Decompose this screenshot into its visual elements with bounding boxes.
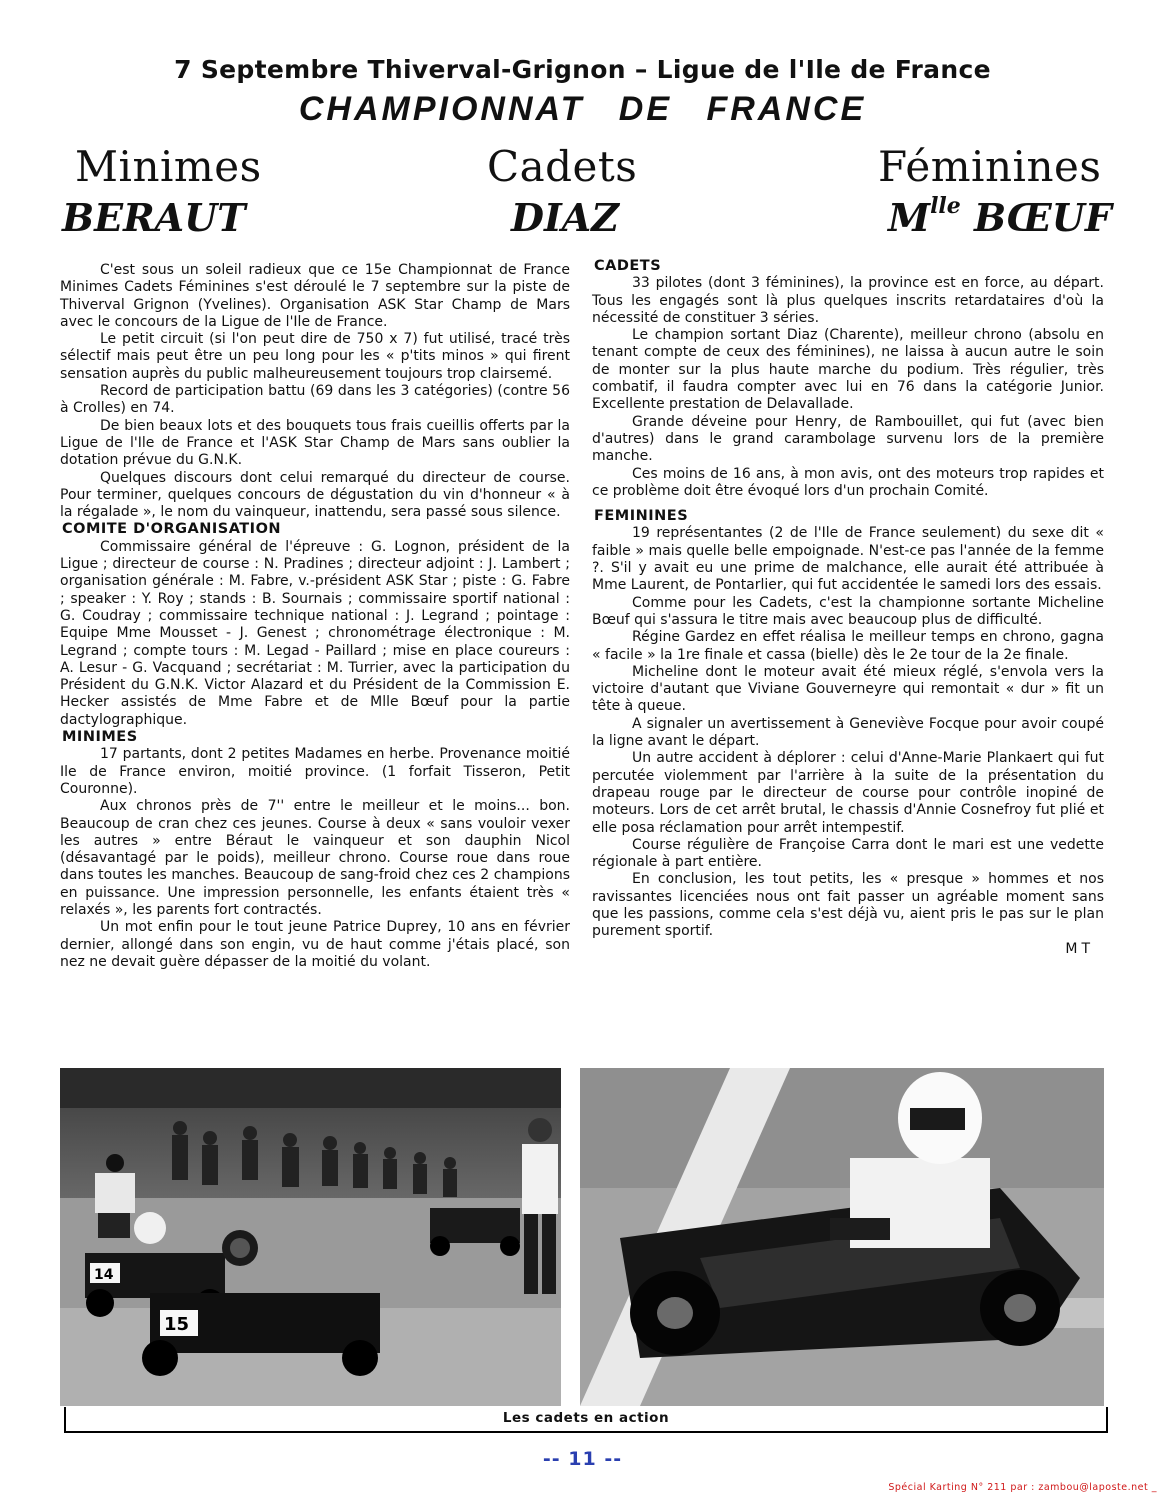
- section-heading-cadets: CADETS: [594, 258, 662, 274]
- photo-cadets-paddock-image: [60, 1068, 561, 1406]
- paragraph: A signaler un avertissement à Geneviève Focque pour avoir coupé la ligne avant le départ.: [592, 715, 1104, 750]
- category-cadets: Cadets: [487, 142, 638, 191]
- kart-number-15: 15: [164, 1314, 190, 1335]
- championship-title: CHAMPIONNAT DE FRANCE: [298, 90, 867, 128]
- winner-minimes: BERAUT: [62, 195, 246, 240]
- paragraph: Commissaire général de l'épreuve : G. Lognon, président de la Ligue ; directeur de course : N. Pradines ; directeur adjoint : J. Lambert ; organisation générale : M. Fabre, v.-président ASK Star ; piste : G. Fabre ; speaker : Y. Roy ; stands : B. Sournais ; commissaire sportif national : G. Coudray ; commissaire technique national : J. Legrand ; pointage : Equipe Mme Mousset - J. Genest ; chronométrage électronique : M. Legrand ; compte tours : M. Legad - Paillard ; mise en place coureurs : A. Lesur - G. Vacquand ; secrétariat : M. Turrier, avec la participation du Président du G.N.K. Victor Alazard et du Président de la Commission E. Hecker assistés de Mme Fabre et de Mlle Bœuf pour la partie dactylographique.: [60, 538, 570, 728]
- section-heading-feminines: FEMININES: [594, 508, 689, 525]
- section-heading-minimes: MINIMES: [62, 729, 138, 746]
- category-feminines: Féminines: [878, 142, 1102, 191]
- category-minimes: Minimes: [75, 142, 262, 191]
- paragraph: Comme pour les Cadets, c'est la championne sortante Micheline Bœuf qui s'assura le titre mais avec beaucoup plus de difficulté.: [592, 594, 1104, 628]
- signature: MT: [1065, 940, 1094, 957]
- photo-cadet-racing-image: [580, 1068, 1104, 1406]
- paragraph: Régine Gardez en effet réalisa le meilleur temps en chrono, gagna « facile » la 1re finale et cassa (bielle) dès le 2e tour de la 2e finale.: [592, 629, 1104, 663]
- paragraph: Le petit circuit (si l'on peut dire de 750 x 7) fut utilisé, tracé très sélectif mais peut être un peu long pour les « p'tits minos » qui firent sensation auprès du public malheureusement toujours trop clairsemé.: [60, 331, 570, 382]
- caption-frame: [64, 1407, 1108, 1433]
- page-number: -- 11 --: [542, 1448, 623, 1470]
- left-column: [60, 262, 570, 971]
- winner-feminines: [888, 195, 1112, 240]
- paragraph: Micheline dont le moteur avait été mieux réglé, s'envola vers la victoire d'autant que Viviane Gouverneyre qui remontait « dur » fit un tête à queue.: [592, 663, 1104, 715]
- paragraph: Grande déveine pour Henry, de Rambouillet, qui fut (avec bien d'autres) dans le grand carambolage survenu lors de la première manche.: [592, 413, 1104, 465]
- winner-feminines-sup: lle: [930, 193, 961, 220]
- paragraph: Record de participation battu (69 dans les 3 catégories) (contre 56 à Crolles) en 74.: [60, 383, 570, 417]
- photo-cadet-racing: [580, 1068, 1104, 1406]
- paragraph: Aux chronos près de 7'' entre le meilleur et le moins... bon. Beaucoup de cran chez ces jeunes. Course à deux « sans vouloir vexer les autres » entre Béraut le vainqueur et son dauphin Nicol (désavantagé par le poids), meilleur chrono. Course roue dans roue dans toutes les manches. Beaucoup de sang-froid chez ces 2 champions en puissance. Une impression personnelle, les enfants étaient très « relaxés », les parents fort contractés.: [60, 798, 570, 918]
- section-heading-comite: COMITE D'ORGANISATION: [62, 521, 282, 538]
- winner-feminines-name: BŒUF: [974, 195, 1112, 240]
- winner-cadets: DIAZ: [511, 195, 619, 240]
- paragraph: 33 pilotes (dont 3 féminines), la province est en force, au départ. Tous les engagés sont là plus quelques inscrits retardataires d'où la nécessité de constituer 3 séries.: [592, 275, 1104, 326]
- paragraph: Course régulière de Françoise Carra dont le mari est une vedette régionale à part entière.: [592, 836, 1104, 871]
- paragraph: 17 partants, dont 2 petites Madames en herbe. Provenance moitié Ile de France environ, moitié province. (1 forfait Tisseron, Petit Couronne).: [60, 746, 570, 797]
- paragraph: Ces moins de 16 ans, à mon avis, ont des moteurs trop rapides et ce problème doit être évoqué lors d'un prochain Comité.: [592, 465, 1104, 499]
- paragraph: Un mot enfin pour le tout jeune Patrice Duprey, 10 ans en février dernier, allongé dans son engin, vu de haut comme j'étais placé, son nez ne devait guère dépasser de la moitié du volant.: [60, 919, 570, 970]
- headline: 7 Septembre Thiverval-Grignon – Ligue de l'Ile de France: [174, 55, 991, 84]
- paragraph: Le champion sortant Diaz (Charente), meilleur chrono (absolu en tenant compte de ceux des féminines), ne laissa à aucun autre le soin de monter sur la plus haute marche du podium. Très régulier, très combatif, il faudra compter avec lui en 76 dans la catégorie Junior. Excellente prestation de Delavallade.: [592, 327, 1104, 413]
- paragraph: Quelques discours dont celui remarqué du directeur de course. Pour terminer, quelques concours de dégustation du vin d'honneur « à la régalade », le nom du vainqueur, inattendu, sera passé sous silence.: [60, 469, 570, 521]
- paragraph: De bien beaux lots et des bouquets tous frais cueillis offerts par la Ligue de l'Ile de France et l'ASK Star Champ de Mars sans oublier la dotation prévue du G.N.K.: [60, 417, 570, 469]
- right-column: [592, 258, 1104, 958]
- kart-number-14: 14: [94, 1267, 114, 1283]
- photo-cadets-paddock: [60, 1068, 561, 1406]
- winner-feminines-prefix: M: [888, 195, 931, 240]
- photo-caption: Les cadets en action: [502, 1410, 670, 1426]
- paragraph: Un autre accident à déplorer : celui d'Anne-Marie Plankaert qui fut percutée violemment par l'arrière à la suite de la présentation du drapeau rouge par le directeur de course pour contrôle inopiné de moteurs. Lors de cet arrêt brutal, le chassis d'Annie Cosnefroy fut plié et elle posa réclamation pour arrêt intempestif.: [592, 750, 1104, 836]
- footer-credit: Spécial Karting N° 211 par : zambou@laposte.net _: [888, 1482, 1157, 1493]
- paragraph: 19 représentantes (2 de l'Ile de France seulement) du sexe dit « faible » mais quelle belle empoignade. N'est-ce pas l'année de la femme ?. S'il y avait eu une prime de malchance, elle aurait été attribuée à Mme Laurent, de Pontarlier, qui fut accidentée le samedi lors des essais.: [592, 525, 1104, 594]
- paragraph: C'est sous un soleil radieux que ce 15e Championnat de France Minimes Cadets Féminines s'est déroulé le 7 septembre sur la piste de Thiverval Grignon (Yvelines). Organisation ASK Star Champ de Mars avec le concours de la Ligue de l'Ile de France.: [60, 262, 570, 330]
- paragraph: En conclusion, les tout petits, les « presque » hommes et nos ravissantes licenciées nous ont fait passer un agréable moment sans que les passions, comme cela s'est déjà vu, aient pris le pas sur le plan purement sportif.: [592, 871, 1104, 940]
